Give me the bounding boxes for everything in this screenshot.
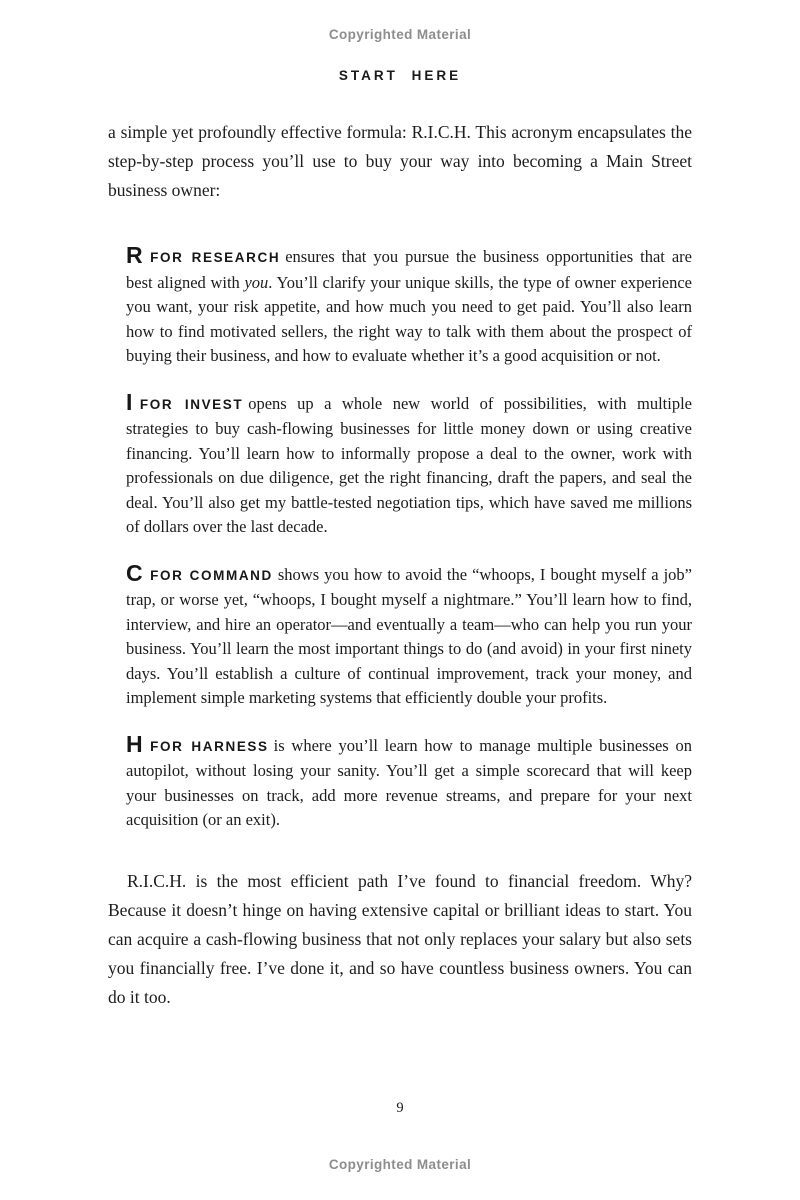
section-letter: H (126, 730, 144, 757)
section-command (126, 561, 692, 711)
section-letter: I (126, 388, 133, 415)
section-letter: C (126, 559, 144, 586)
page-number: 9 (396, 1100, 404, 1116)
section-heading: FOR INVEST (139, 396, 244, 412)
watermark-top: Copyrighted Material (328, 27, 472, 42)
page-body (108, 118, 692, 1012)
intro-paragraph: a simple yet profoundly effective formula: R.I.C.H. This acronym encapsulates the step-by-step process you’ll use to buy your way into becoming a Main Street business owner: (108, 122, 692, 200)
section-harness (126, 732, 692, 833)
section-body: is where you’ll learn how to manage multiple businesses on autopilot, without losing your sanity. You’ll get a simple scorecard that will keep your businesses on track, add more revenue streams, and prepare for your next acquisition (or an exit). (126, 735, 693, 829)
section-research (126, 243, 692, 369)
section-heading: FOR HARNESS (150, 738, 269, 754)
section-invest (126, 390, 692, 540)
section-heading: FOR RESEARCH (150, 250, 281, 265)
section-body: ensures that you pursue the business opportunities that are best aligned with (126, 247, 692, 292)
section-body-continued: . You’ll clarify your unique skills, the type of owner experience you want, your risk appetite, and how much you need to get paid. You’ll also learn how to find motivated sellers, the right way to talk with them about the prospect of buying their business, and how to evaluate whether it’s a good acquisition or not. (126, 272, 693, 365)
chapter-title: START HERE (338, 68, 462, 83)
section-body-italic: you (244, 272, 269, 292)
section-body: opens up a whole new world of possibilities, with multiple strategies to buy cash-flowing businesses for little money down or using creative financing. You’ll learn how to informally propose a deal to the owner, work with professionals on due diligence, get the right financing, draft the papers, and seal the deal. You’ll also get my battle-tested negotiation tips, which have saved me millions of dollars over the last decade. (126, 393, 692, 536)
section-heading: FOR COMMAND (150, 567, 273, 583)
section-list (126, 243, 692, 833)
section-body: shows you how to avoid the “whoops, I bought myself a job” trap, or worse yet, “whoops, I bought myself a nightmare.” You’ll learn how to find, interview, and hire an operator—and eventually a team—who can help you run your business. You’ll learn the most important things to do (and avoid) in your first ninety days. You’ll establish a culture of continual improvement, track your money, and implement simple marketing systems that efficiently double your profits. (126, 564, 693, 707)
section-letter: R (126, 242, 144, 268)
closing-paragraph: R.I.C.H. is the most efficient path I’ve found to financial freedom. Why? Because it doesn’t hinge on having extensive capital or brilliant ideas to start. You can acquire a cash-flowing business that not only replaces your salary but also sets you financially free. I’ve done it, and so have countless business owners. You can do it too. (108, 870, 692, 1007)
watermark-bottom: Copyrighted Material (328, 1157, 472, 1172)
